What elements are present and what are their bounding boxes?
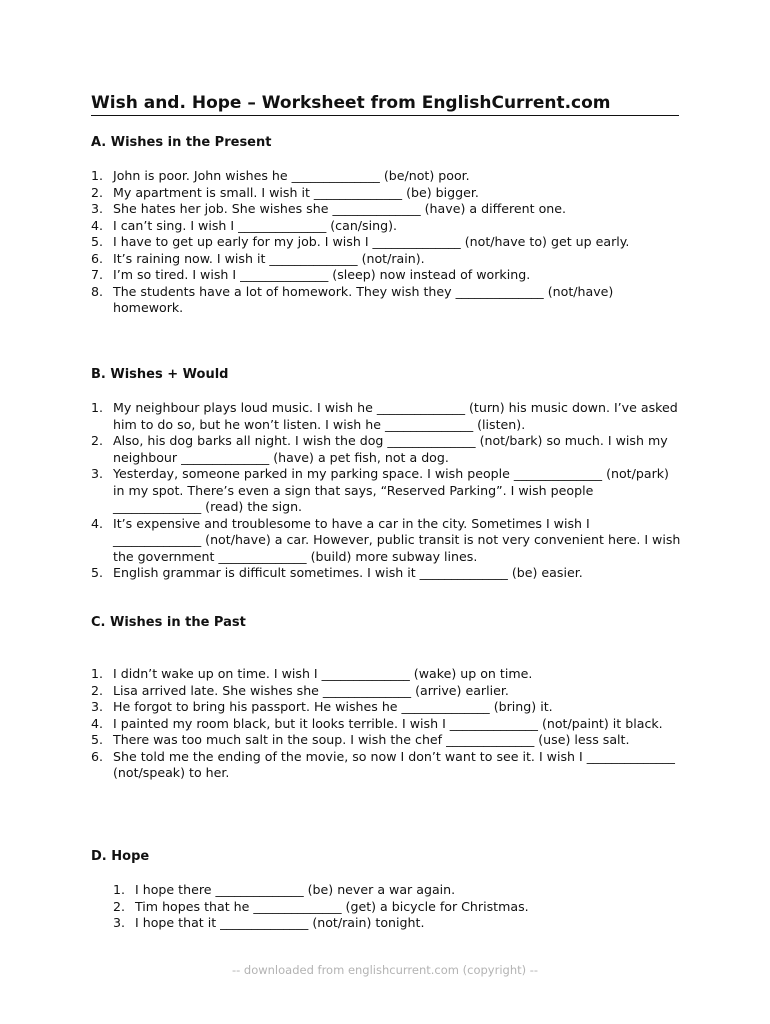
- exercise-text: He forgot to bring his passport. He wishes he ______________ (bring) it.: [113, 699, 553, 714]
- section-c-heading: C. Wishes in the Past: [91, 615, 246, 630]
- exercise-item: [91, 218, 681, 235]
- exercise-number: 4.: [91, 217, 104, 233]
- exercise-number: 5.: [91, 234, 104, 249]
- exercise-item: [91, 400, 681, 433]
- exercise-number: 3.: [91, 466, 104, 481]
- exercise-item: [91, 516, 681, 566]
- exercise-text: I didn’t wake up on time. I wish I ______________ (wake) up on time.: [113, 666, 533, 681]
- exercise-number: 2.: [113, 898, 126, 914]
- exercise-text: I can’t sing. I wish I ______________ (can/sing).: [113, 217, 397, 233]
- exercise-text: It’s raining now. I wish it ______________ (not/rain).: [113, 250, 425, 266]
- exercise-text: I hope that it ______________ (not/rain) tonight.: [135, 915, 425, 930]
- section-b-list: [91, 400, 681, 582]
- exercise-item: [91, 683, 681, 700]
- exercise-text: My neighbour plays loud music. I wish he ______________ (turn) his music down. I’ve asked him to do so, but he won’t listen. I wish he ______________ (listen).: [113, 400, 678, 432]
- exercise-number: 4.: [91, 515, 104, 531]
- exercise-item: [91, 284, 681, 317]
- exercise-item: [113, 899, 613, 916]
- footer-copyright: -- downloaded from englishcurrent.com (copyright) --: [231, 963, 539, 977]
- exercise-number: 3.: [113, 915, 126, 930]
- page-title: Wish and. Hope – Worksheet from EnglishCurrent.com: [91, 92, 679, 116]
- exercise-text: I have to get up early for my job. I wish I ______________ (not/have to) get up early.: [113, 234, 630, 249]
- exercise-text: English grammar is difficult sometimes. I wish it ______________ (be) easier.: [113, 565, 583, 580]
- exercise-text: I hope there ______________ (be) never a war again.: [135, 882, 456, 897]
- exercise-number: 2.: [91, 682, 104, 698]
- exercise-text: She told me the ending of the movie, so now I don’t want to see it. I wish I ______________ (not/speak) to her.: [113, 748, 675, 780]
- exercise-item: [91, 251, 681, 268]
- exercise-item: [91, 565, 681, 582]
- section-a-heading: A. Wishes in the Present: [91, 135, 272, 150]
- exercise-number: 5.: [91, 565, 104, 580]
- exercise-item: [91, 716, 681, 733]
- exercise-text: Tim hopes that he ______________ (get) a bicycle for Christmas.: [135, 898, 529, 914]
- exercise-item: [91, 732, 681, 749]
- exercise-text: She hates her job. She wishes she ______________ (have) a different one.: [113, 201, 567, 216]
- exercise-number: 1.: [113, 882, 126, 897]
- exercise-number: 1.: [91, 168, 104, 183]
- exercise-number: 6.: [91, 250, 104, 266]
- exercise-number: 1.: [91, 400, 104, 415]
- exercise-item: [91, 666, 681, 683]
- exercise-number: 7.: [91, 267, 104, 282]
- section-d-list: [113, 882, 613, 932]
- exercise-number: 3.: [91, 699, 104, 714]
- exercise-item: [91, 466, 681, 516]
- exercise-item: [91, 168, 681, 185]
- exercise-number: 4.: [91, 715, 104, 731]
- exercise-text: John is poor. John wishes he ______________ (be/not) poor.: [113, 168, 470, 183]
- exercise-number: 2.: [91, 184, 104, 200]
- exercise-number: 6.: [91, 748, 104, 764]
- exercise-text: The students have a lot of homework. They wish they ______________ (not/have) homework.: [113, 283, 614, 315]
- exercise-number: 3.: [91, 201, 104, 216]
- exercise-item: [113, 882, 613, 899]
- section-d-heading: D. Hope: [91, 849, 150, 864]
- exercise-item: [91, 433, 681, 466]
- exercise-item: [91, 749, 681, 782]
- exercise-item: [91, 699, 681, 716]
- exercise-text: I painted my room black, but it looks terrible. I wish I ______________ (not/paint) it black.: [113, 715, 663, 731]
- exercise-item: [91, 267, 681, 284]
- exercise-text: There was too much salt in the soup. I wish the chef ______________ (use) less salt.: [113, 732, 630, 747]
- exercise-text: I’m so tired. I wish I ______________ (sleep) now instead of working.: [113, 267, 531, 282]
- exercise-number: 5.: [91, 732, 104, 747]
- section-a-list: [91, 168, 681, 317]
- exercise-number: 2.: [91, 433, 104, 448]
- exercise-text: My apartment is small. I wish it ______________ (be) bigger.: [113, 184, 479, 200]
- exercise-text: Yesterday, someone parked in my parking space. I wish people ______________ (not/park) in my spot. There’s even a sign that says, “Reserved Parking”. I wish people ______________ (read) the sign.: [113, 466, 669, 514]
- exercise-item: [91, 185, 681, 202]
- exercise-item: [91, 234, 681, 251]
- section-c-list: [91, 666, 681, 782]
- exercise-number: 1.: [91, 666, 104, 681]
- exercise-text: Also, his dog barks all night. I wish the dog ______________ (not/bark) so much. I wish my neighbour ______________ (have) a pet fish, not a dog.: [113, 433, 668, 465]
- exercise-number: 8.: [91, 283, 104, 299]
- exercise-text: It’s expensive and troublesome to have a car in the city. Sometimes I wish I ______________ (not/have) a car. However, public transit is not very convenient here. I wish the government ______________ (build) more subway lines.: [113, 515, 681, 564]
- exercise-text: Lisa arrived late. She wishes she ______________ (arrive) earlier.: [113, 682, 509, 698]
- exercise-item: [113, 915, 613, 932]
- section-b-heading: B. Wishes + Would: [91, 367, 229, 382]
- exercise-item: [91, 201, 681, 218]
